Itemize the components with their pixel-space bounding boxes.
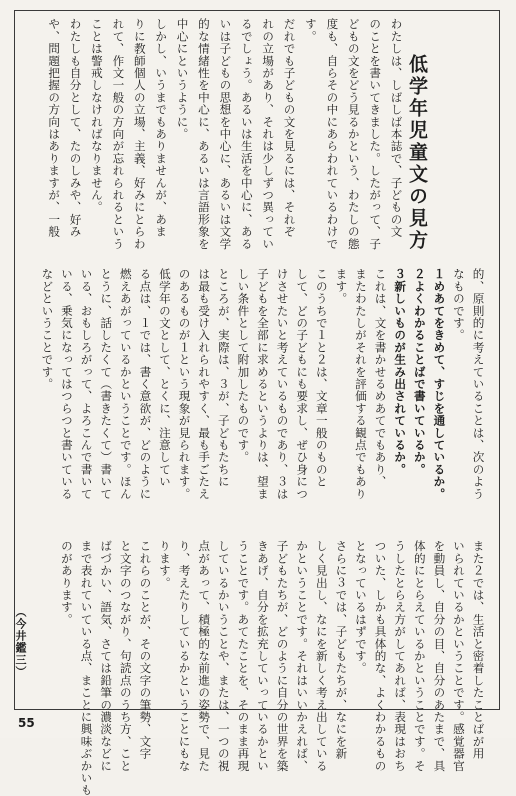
text-column: きあげ、自分を拡充していっているかとい bbox=[255, 540, 270, 772]
article-title: 低学年児童文の見方 bbox=[406, 54, 428, 252]
text-column: けさせたいと考えているものであり、３は bbox=[275, 268, 290, 500]
text-column: 子どもを全部に求めるというよりは、望ま bbox=[255, 268, 270, 500]
text-column: や、問題把握の方向はありますが、一般 bbox=[47, 18, 62, 238]
text-column: このうちで１と２は、文章一般のものと bbox=[314, 268, 329, 488]
text-column: 体的にとらえているかということです。そ bbox=[412, 540, 427, 772]
text-column: いる、乗気になってはつらつと書いている bbox=[59, 268, 74, 500]
text-column: のがあります。 bbox=[59, 540, 74, 626]
text-column: だれでも子どもの文を見るには、それぞ bbox=[282, 18, 297, 238]
text-column: 点があって、積極的な前進の姿勢で、見た bbox=[197, 540, 212, 772]
text-column: わたしも自分として、たのしみや、好み bbox=[68, 18, 83, 238]
text-column: 低学年の文として、とくに、注意してい bbox=[157, 268, 172, 488]
text-column: またわたしがそれを評価する観点でもあり bbox=[353, 268, 368, 500]
text-column: また２では、生活と密着したことばが用 bbox=[471, 540, 486, 760]
text-column: どもの文をどう見るかという、わたしの態 bbox=[346, 18, 361, 250]
text-column: ことは警戒しなければなりません。 bbox=[89, 18, 104, 214]
text-column: は最も受け入れられやすく、最も手ごたえ bbox=[197, 268, 212, 500]
text-column: これらのことが、その文字の筆勢、文字 bbox=[138, 540, 153, 760]
page-number: 55 bbox=[18, 716, 35, 730]
text-column: うことです。あてたことを、そのまま再現 bbox=[236, 540, 251, 772]
text-column: り、考えたりしているかということにもな bbox=[177, 540, 192, 772]
text-column: とうに、話したくて（書きたくて）書いて bbox=[99, 268, 114, 500]
text-column: のあるものが１という現象が見られます。 bbox=[177, 268, 192, 500]
text-column: いる、おもしろがって、よろこんで書いて bbox=[79, 268, 94, 500]
text-column: うしたとらえ方がしてあれば、表現はおち bbox=[393, 540, 408, 772]
text-column: しかし、いうまでもありませんが、あま bbox=[154, 18, 169, 238]
text-column: る点は、１では、書く意欲が、どのように bbox=[138, 268, 153, 500]
text-column: ３新しいものが生み出されているか。 bbox=[393, 268, 408, 476]
text-column: わたしは、しばしば本誌で、子どもの文 bbox=[389, 18, 404, 238]
text-column: １めあてをきめて、すじを通しているか。 bbox=[432, 268, 447, 500]
text-column: ついた、しかも具体的な、よくわかるもの bbox=[373, 540, 388, 772]
text-column: 子どもたちが、どのように自分の世界を築 bbox=[275, 540, 290, 772]
text-column: しく見出し、なにを新しく考え出している bbox=[314, 540, 329, 772]
text-column: いられているかということです。感覚器官 bbox=[451, 540, 466, 772]
text-column: ます。 bbox=[334, 268, 349, 305]
text-column: しい条件として附加したものです。 bbox=[236, 268, 251, 464]
text-column: のことを書いてきました。したがって、子 bbox=[368, 18, 383, 250]
text-column: るでしょう。あるいは生活を中心に、ある bbox=[239, 18, 254, 250]
text-column: れの立場があり、それは少しずつ異ってい bbox=[261, 18, 276, 250]
text-column: ばづかい、語気、さては鉛筆の濃淡などに bbox=[99, 540, 114, 772]
text-column: りに教師個人の立場、主義、好みにとらわ bbox=[132, 18, 147, 250]
text-column: いは子どもの思想を中心に、あるいは文学 bbox=[218, 18, 233, 250]
text-column: 度も、自らその中にあらわれているわけで bbox=[325, 18, 340, 250]
text-column: かということです。それはいいかえれば、 bbox=[295, 540, 310, 772]
text-column: さらに３では、子どもたちが、なにを新 bbox=[334, 540, 349, 760]
text-column: れて、作文一般の方向が忘れられるという bbox=[111, 18, 126, 250]
text-column: 的、原則的に考えていることは、次のよう bbox=[471, 268, 486, 500]
author-signature: （今井鑑三） bbox=[14, 606, 27, 678]
text-column: ります。 bbox=[157, 540, 172, 589]
text-column: ２よくわかることばで書いているか。 bbox=[412, 268, 427, 476]
text-column: 中心にというように。 bbox=[175, 18, 190, 140]
text-column: を動員し、自分の目、自分のあたまで、具 bbox=[432, 540, 447, 772]
text-panel-middle bbox=[14, 262, 500, 532]
text-column: ところが、実際は、３が、子どもたちに bbox=[216, 268, 231, 488]
text-panel-top bbox=[14, 12, 500, 260]
text-column: して、どの子どもにも要求し、ぜひ身につ bbox=[295, 268, 310, 500]
text-column: これは、文を書かせるめあてでもあり、 bbox=[373, 268, 388, 488]
text-column: なものです。 bbox=[451, 268, 466, 342]
text-column: 的な情緒性を中心に、あるいは言語形象を bbox=[196, 18, 211, 250]
text-column: と文字のつながり、句読点のうち方、こと bbox=[118, 540, 133, 772]
text-column: す。 bbox=[303, 18, 318, 43]
text-column: 燃えあがっているかということです。ほん bbox=[118, 268, 133, 500]
text-column: などということです。 bbox=[40, 268, 55, 390]
text-column: しているかいうことや、または、一つの視 bbox=[216, 540, 231, 772]
text-column: となっているはずです。 bbox=[353, 540, 368, 675]
text-column: まで表れていている点、まことに興味ぶかいも bbox=[79, 540, 94, 796]
